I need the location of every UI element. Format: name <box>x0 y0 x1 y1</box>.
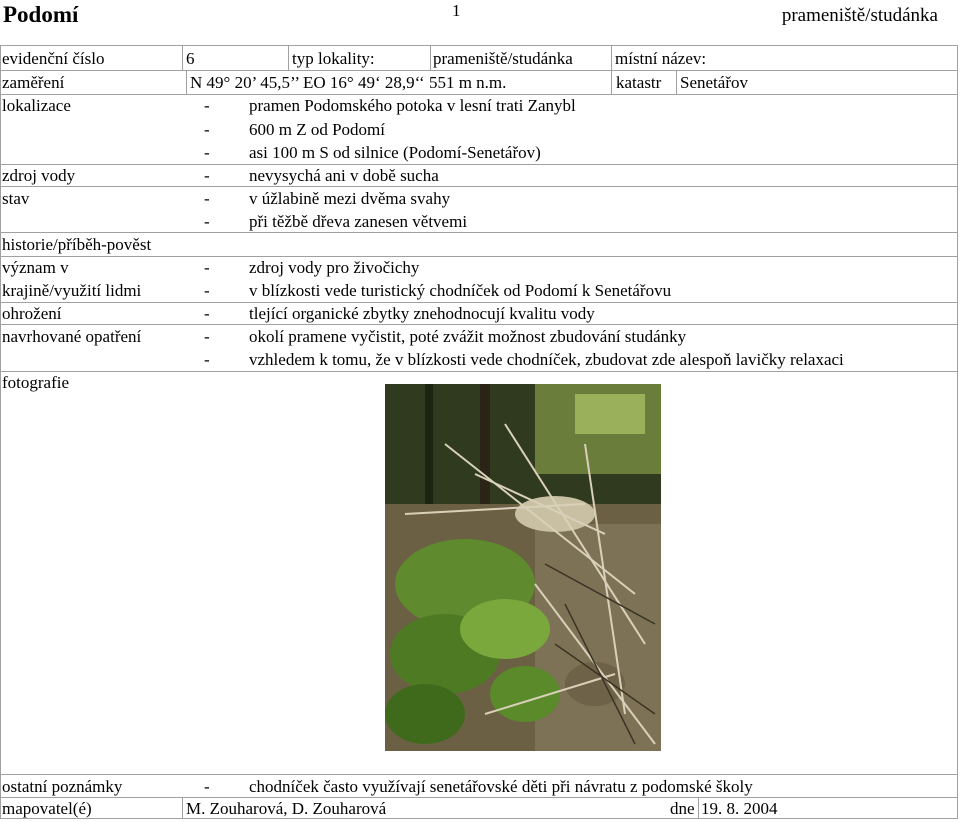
col-divider <box>611 46 612 94</box>
measures-item: okolí pramene vyčistit, poté zvážit možnost zbudování studánky <box>249 327 687 346</box>
local-name-label: místní název: <box>615 49 707 68</box>
row-divider <box>0 164 958 165</box>
bullet-dash: - <box>204 166 210 185</box>
cadastre-label: katastr <box>616 73 662 92</box>
bullet-dash: - <box>204 120 210 139</box>
location-item: 600 m Z od Podomí <box>249 120 386 139</box>
measures-item: vzhledem k tomu, že v blízkosti vede chodníček, zbudovat zde alespoň lavičky relaxaci <box>249 350 844 369</box>
row-divider <box>0 186 958 187</box>
bullet-dash: - <box>204 304 210 323</box>
spring-photo <box>385 384 661 751</box>
date-value: 19. 8. 2004 <box>701 799 778 818</box>
date-label: dne <box>670 799 695 818</box>
water-source-item: nevysychá ani v době sucha <box>249 166 439 185</box>
bullet-dash: - <box>204 212 210 231</box>
mapper-value: M. Zouharová, D. Zouharová <box>186 799 387 818</box>
significance-item: v blízkosti vede turistický chodníček od Podomí k Senetářovu <box>249 281 672 300</box>
notes-item: chodníček často využívají senetářovské děti při návratu z podomské školy <box>249 777 753 796</box>
row-divider <box>0 256 958 257</box>
locality-type-value: prameniště/studánka <box>433 49 573 68</box>
col-divider <box>186 70 187 94</box>
bullet-dash: - <box>204 189 210 208</box>
state-item: v úžlabině mezi dvěma svahy <box>249 189 451 208</box>
row-divider <box>0 94 958 95</box>
threat-item: tlející organické zbytky znehodnocují kvalitu vody <box>249 304 595 323</box>
page-title: Podomí <box>3 2 79 27</box>
row-divider <box>0 70 958 71</box>
page-number: 1 <box>452 1 461 20</box>
bullet-dash: - <box>204 327 210 346</box>
category-label: prameniště/studánka <box>781 5 938 26</box>
cadastre-value: Senetářov <box>680 73 748 92</box>
significance-item: zdroj vody pro živočichy <box>249 258 420 277</box>
evidence-number-label: evidenční číslo <box>2 49 105 68</box>
row-divider <box>0 232 958 233</box>
location-label: lokalizace <box>2 96 71 115</box>
row-divider <box>0 774 958 775</box>
location-item: asi 100 m S od silnice (Podomí-Senetářov) <box>249 143 541 162</box>
col-divider <box>430 46 431 70</box>
location-item: pramen Podomského potoka v lesní trati Zanybl <box>249 96 576 115</box>
mapper-label: mapovatel(é) <box>2 799 92 818</box>
bullet-dash: - <box>204 96 210 115</box>
measures-label: navrhované opatření <box>2 327 142 346</box>
row-divider <box>0 324 958 325</box>
col-divider <box>182 46 183 70</box>
bullet-dash: - <box>204 281 210 300</box>
col-divider <box>288 46 289 70</box>
photos-label: fotografie <box>2 373 70 392</box>
row-divider <box>0 797 958 798</box>
row-divider <box>0 371 958 372</box>
evidence-number-value: 6 <box>186 49 195 68</box>
significance-label-line2: krajině/využití lidmi <box>2 281 142 300</box>
significance-label-line1: význam v <box>2 258 69 277</box>
history-label: historie/příběh-pověst <box>2 235 152 254</box>
bullet-dash: - <box>204 777 210 796</box>
bullet-dash: - <box>204 143 210 162</box>
col-divider <box>182 797 183 819</box>
col-divider <box>676 70 677 94</box>
bullet-dash: - <box>204 258 210 277</box>
notes-label: ostatní poznámky <box>2 777 123 796</box>
coordinates-label: zaměření <box>2 73 65 92</box>
state-label: stav <box>2 189 30 208</box>
bullet-dash: - <box>204 350 210 369</box>
coordinates-value: N 49° 20’ 45,5’’ EO 16° 49‘ 28,9‘‘ 551 m n.m. <box>190 73 507 92</box>
locality-type-label: typ lokality: <box>292 49 375 68</box>
row-divider <box>0 302 958 303</box>
water-source-label: zdroj vody <box>2 166 76 185</box>
state-item: při těžbě dřeva zanesen větvemi <box>249 212 468 231</box>
threat-label: ohrožení <box>2 304 62 323</box>
col-divider <box>698 797 699 819</box>
